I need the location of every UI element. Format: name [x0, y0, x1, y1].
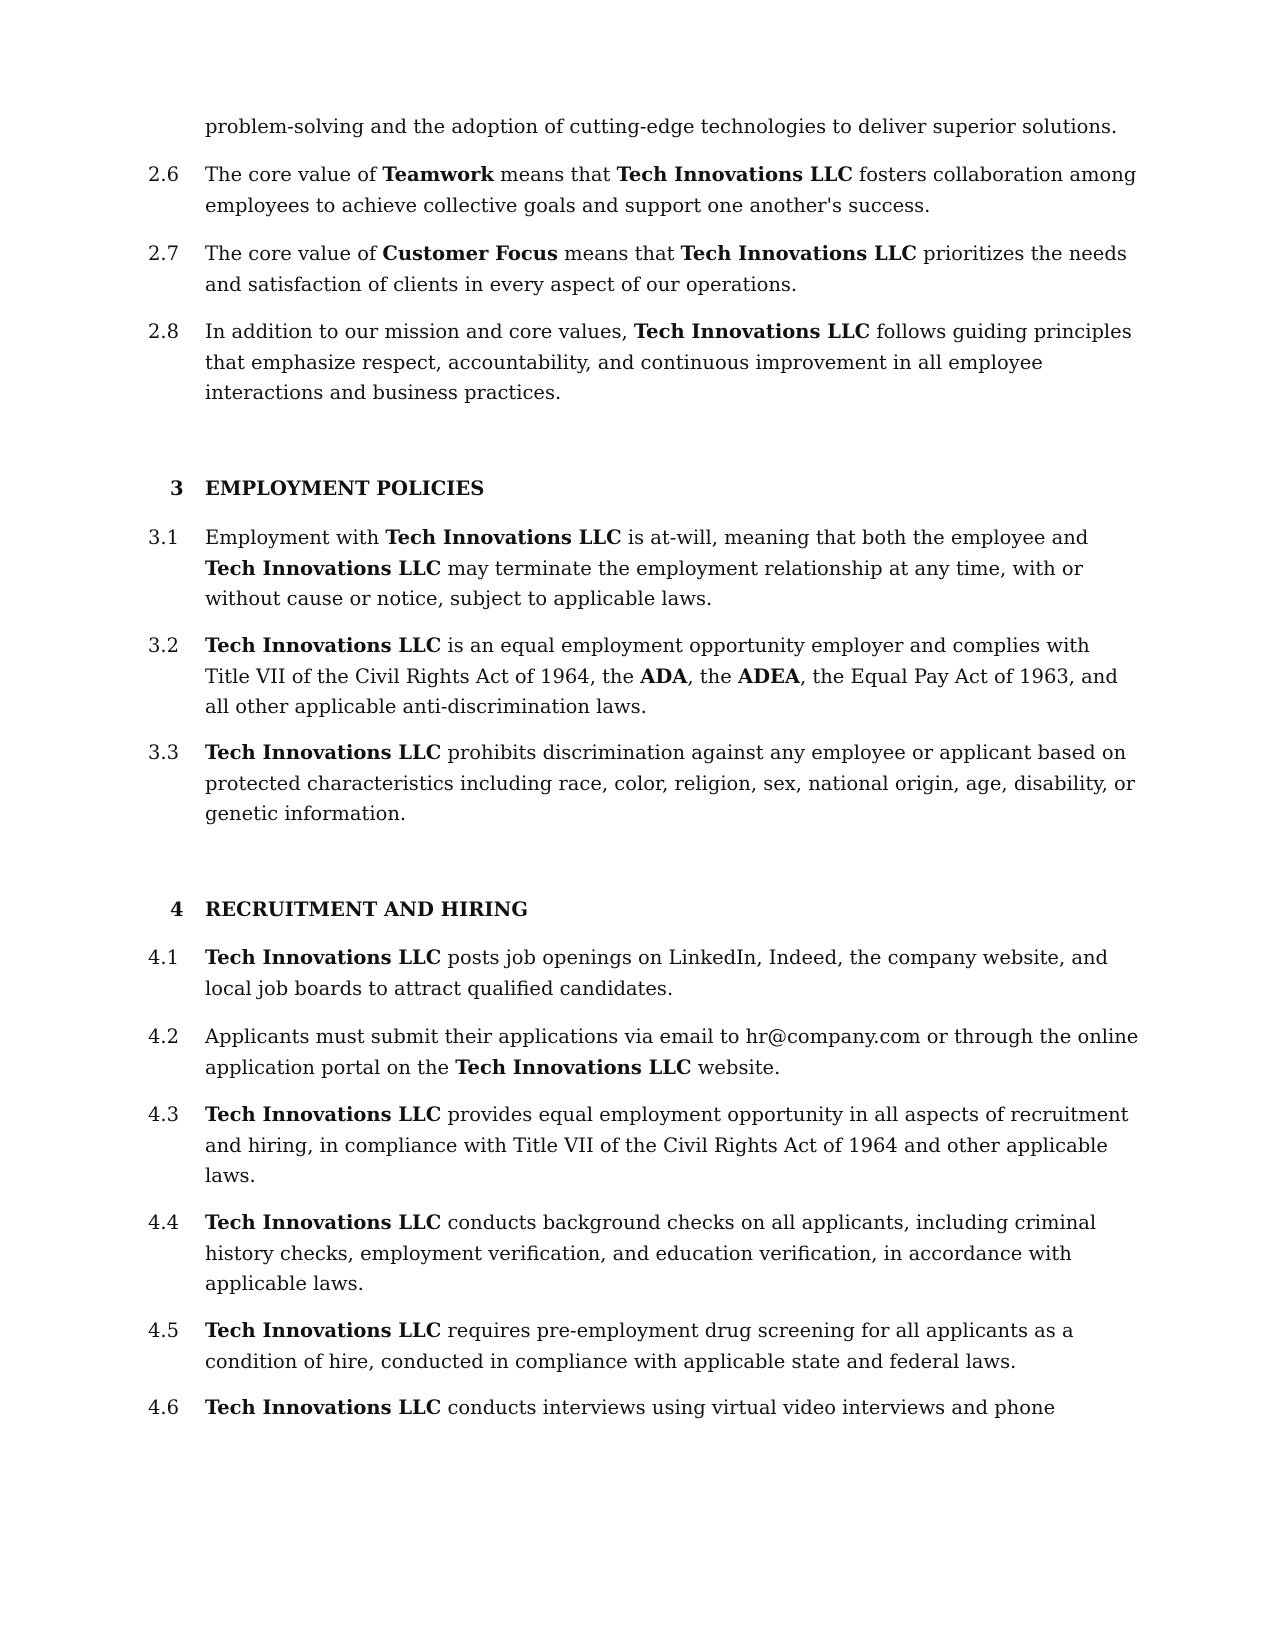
section-title: [205, 474, 1140, 505]
paragraph-text: [205, 1208, 1140, 1300]
text-run: , the Equal Pay Act of 1963, and all other applicable anti-discrimination laws.: [205, 664, 1118, 718]
section-number: 4: [170, 898, 184, 921]
paragraph-text: [205, 160, 1140, 221]
bold-text: Tech Innovations LLC: [205, 634, 442, 657]
text-run: posts job openings on LinkedIn, Indeed, the company website, and local job boards to attract qualified candidates.: [205, 946, 1109, 1000]
bold-text: Tech Innovations LLC: [205, 741, 442, 764]
bold-text: Customer Focus: [382, 242, 558, 265]
text-run: provides equal employment opportunity in all aspects of recruitment and hiring, in compliance with Title VII of the Civil Rights Act of 1964 and other applicable laws.: [205, 1103, 1129, 1187]
text-run: conducts interviews using virtual video interviews and phone: [441, 1396, 1056, 1419]
text-run: is an equal employment opportunity employer and complies with Title VII of the Civil Rights Act of 1964, the: [205, 634, 1090, 688]
bold-text: RECRUITMENT AND HIRING: [205, 898, 529, 921]
bold-text: Tech Innovations LLC: [205, 946, 442, 969]
paragraph-number: 2.6: [148, 163, 180, 186]
bold-text: Tech Innovations LLC: [205, 1319, 442, 1342]
text-run: Employment with: [205, 526, 386, 549]
paragraph-text: [205, 317, 1140, 409]
paragraph-text: [205, 943, 1140, 1004]
paragraph-text: [205, 1393, 1140, 1424]
bold-text: Tech Innovations LLC: [205, 556, 442, 580]
paragraph-number: 3.1: [148, 526, 180, 549]
text-run: problem-solving and the adoption of cutting-edge technologies to deliver superior solutions.: [205, 115, 1118, 138]
bold-text: Tech Innovations LLC: [205, 1396, 442, 1419]
bold-text: Teamwork: [382, 163, 494, 186]
bold-text: EMPLOYMENT POLICIES: [205, 477, 485, 500]
bold-text: ADA: [640, 664, 688, 688]
text-run: website.: [691, 1055, 781, 1079]
text-run: follows guiding principles that emphasize respect, accountability, and continuous improvement in all employee interactions and business practices.: [205, 320, 1132, 404]
bold-text: Tech Innovations LLC: [205, 1211, 442, 1234]
text-run: requires pre-employment drug screening for all applicants as a condition of hire, conducted in compliance with applicable state and federal laws.: [205, 1319, 1074, 1373]
text-run: Applicants must submit their applications via email to hr@company.com or through the online application portal on the: [205, 1025, 1139, 1079]
paragraph-number: 4.4: [148, 1211, 180, 1234]
paragraph-text: [205, 112, 1140, 143]
section-number: 3: [170, 477, 184, 500]
text-run: conducts background checks on all applicants, including criminal history checks, employment verification, and education verification, in accordance with applicable laws.: [205, 1211, 1097, 1295]
bold-text: Tech Innovations LLC: [455, 1055, 692, 1079]
paragraph-text: [205, 1022, 1140, 1083]
paragraph-text: [205, 239, 1140, 300]
text-run: prohibits discrimination against any employee or applicant based on protected characteristics including race, color, religion, sex, national origin, age, disability, or genetic information.: [205, 741, 1136, 825]
paragraph-text: [205, 523, 1140, 615]
text-run: The core value of: [205, 163, 383, 186]
text-run: In addition to our mission and core values,: [205, 320, 634, 343]
paragraph-number: 4.6: [148, 1396, 180, 1419]
text-run: fosters collaboration among employees to achieve collective goals and support one another's success.: [205, 163, 1137, 217]
paragraph-number: 3.2: [148, 634, 180, 657]
paragraph-text: [205, 1100, 1140, 1192]
paragraph-text: [205, 738, 1140, 830]
bold-text: Tech Innovations LLC: [633, 320, 871, 343]
paragraph-number: 4.3: [148, 1103, 180, 1126]
text-run: means that: [493, 163, 617, 186]
text-run: means that: [557, 242, 681, 265]
paragraph-number: 4.1: [148, 946, 180, 969]
paragraph-number: 2.8: [148, 320, 180, 343]
paragraph-text: [205, 631, 1140, 723]
paragraph-number: 3.3: [148, 741, 180, 764]
text-run: , the: [687, 664, 738, 688]
section-title: [205, 895, 1140, 926]
paragraph-number: 4.2: [148, 1025, 180, 1048]
text-run: is at-will, meaning that both the employee and: [621, 526, 1089, 549]
paragraph-number: 2.7: [148, 242, 180, 265]
text-run: prioritizes the needs and satisfaction of clients in every aspect of our operations.: [205, 242, 1127, 296]
bold-text: Tech Innovations LLC: [205, 1103, 442, 1126]
text-run: The core value of: [205, 242, 383, 265]
bold-text: Tech Innovations LLC: [385, 526, 622, 549]
bold-text: ADEA: [737, 664, 800, 688]
bold-text: Tech Innovations LLC: [680, 242, 917, 265]
bold-text: Tech Innovations LLC: [616, 163, 853, 186]
paragraph-number: 4.5: [148, 1319, 180, 1342]
text-run: may terminate the employment relationship at any time, with or without cause or notice, subject to applicable laws.: [205, 556, 1083, 610]
paragraph-text: [205, 1316, 1140, 1377]
